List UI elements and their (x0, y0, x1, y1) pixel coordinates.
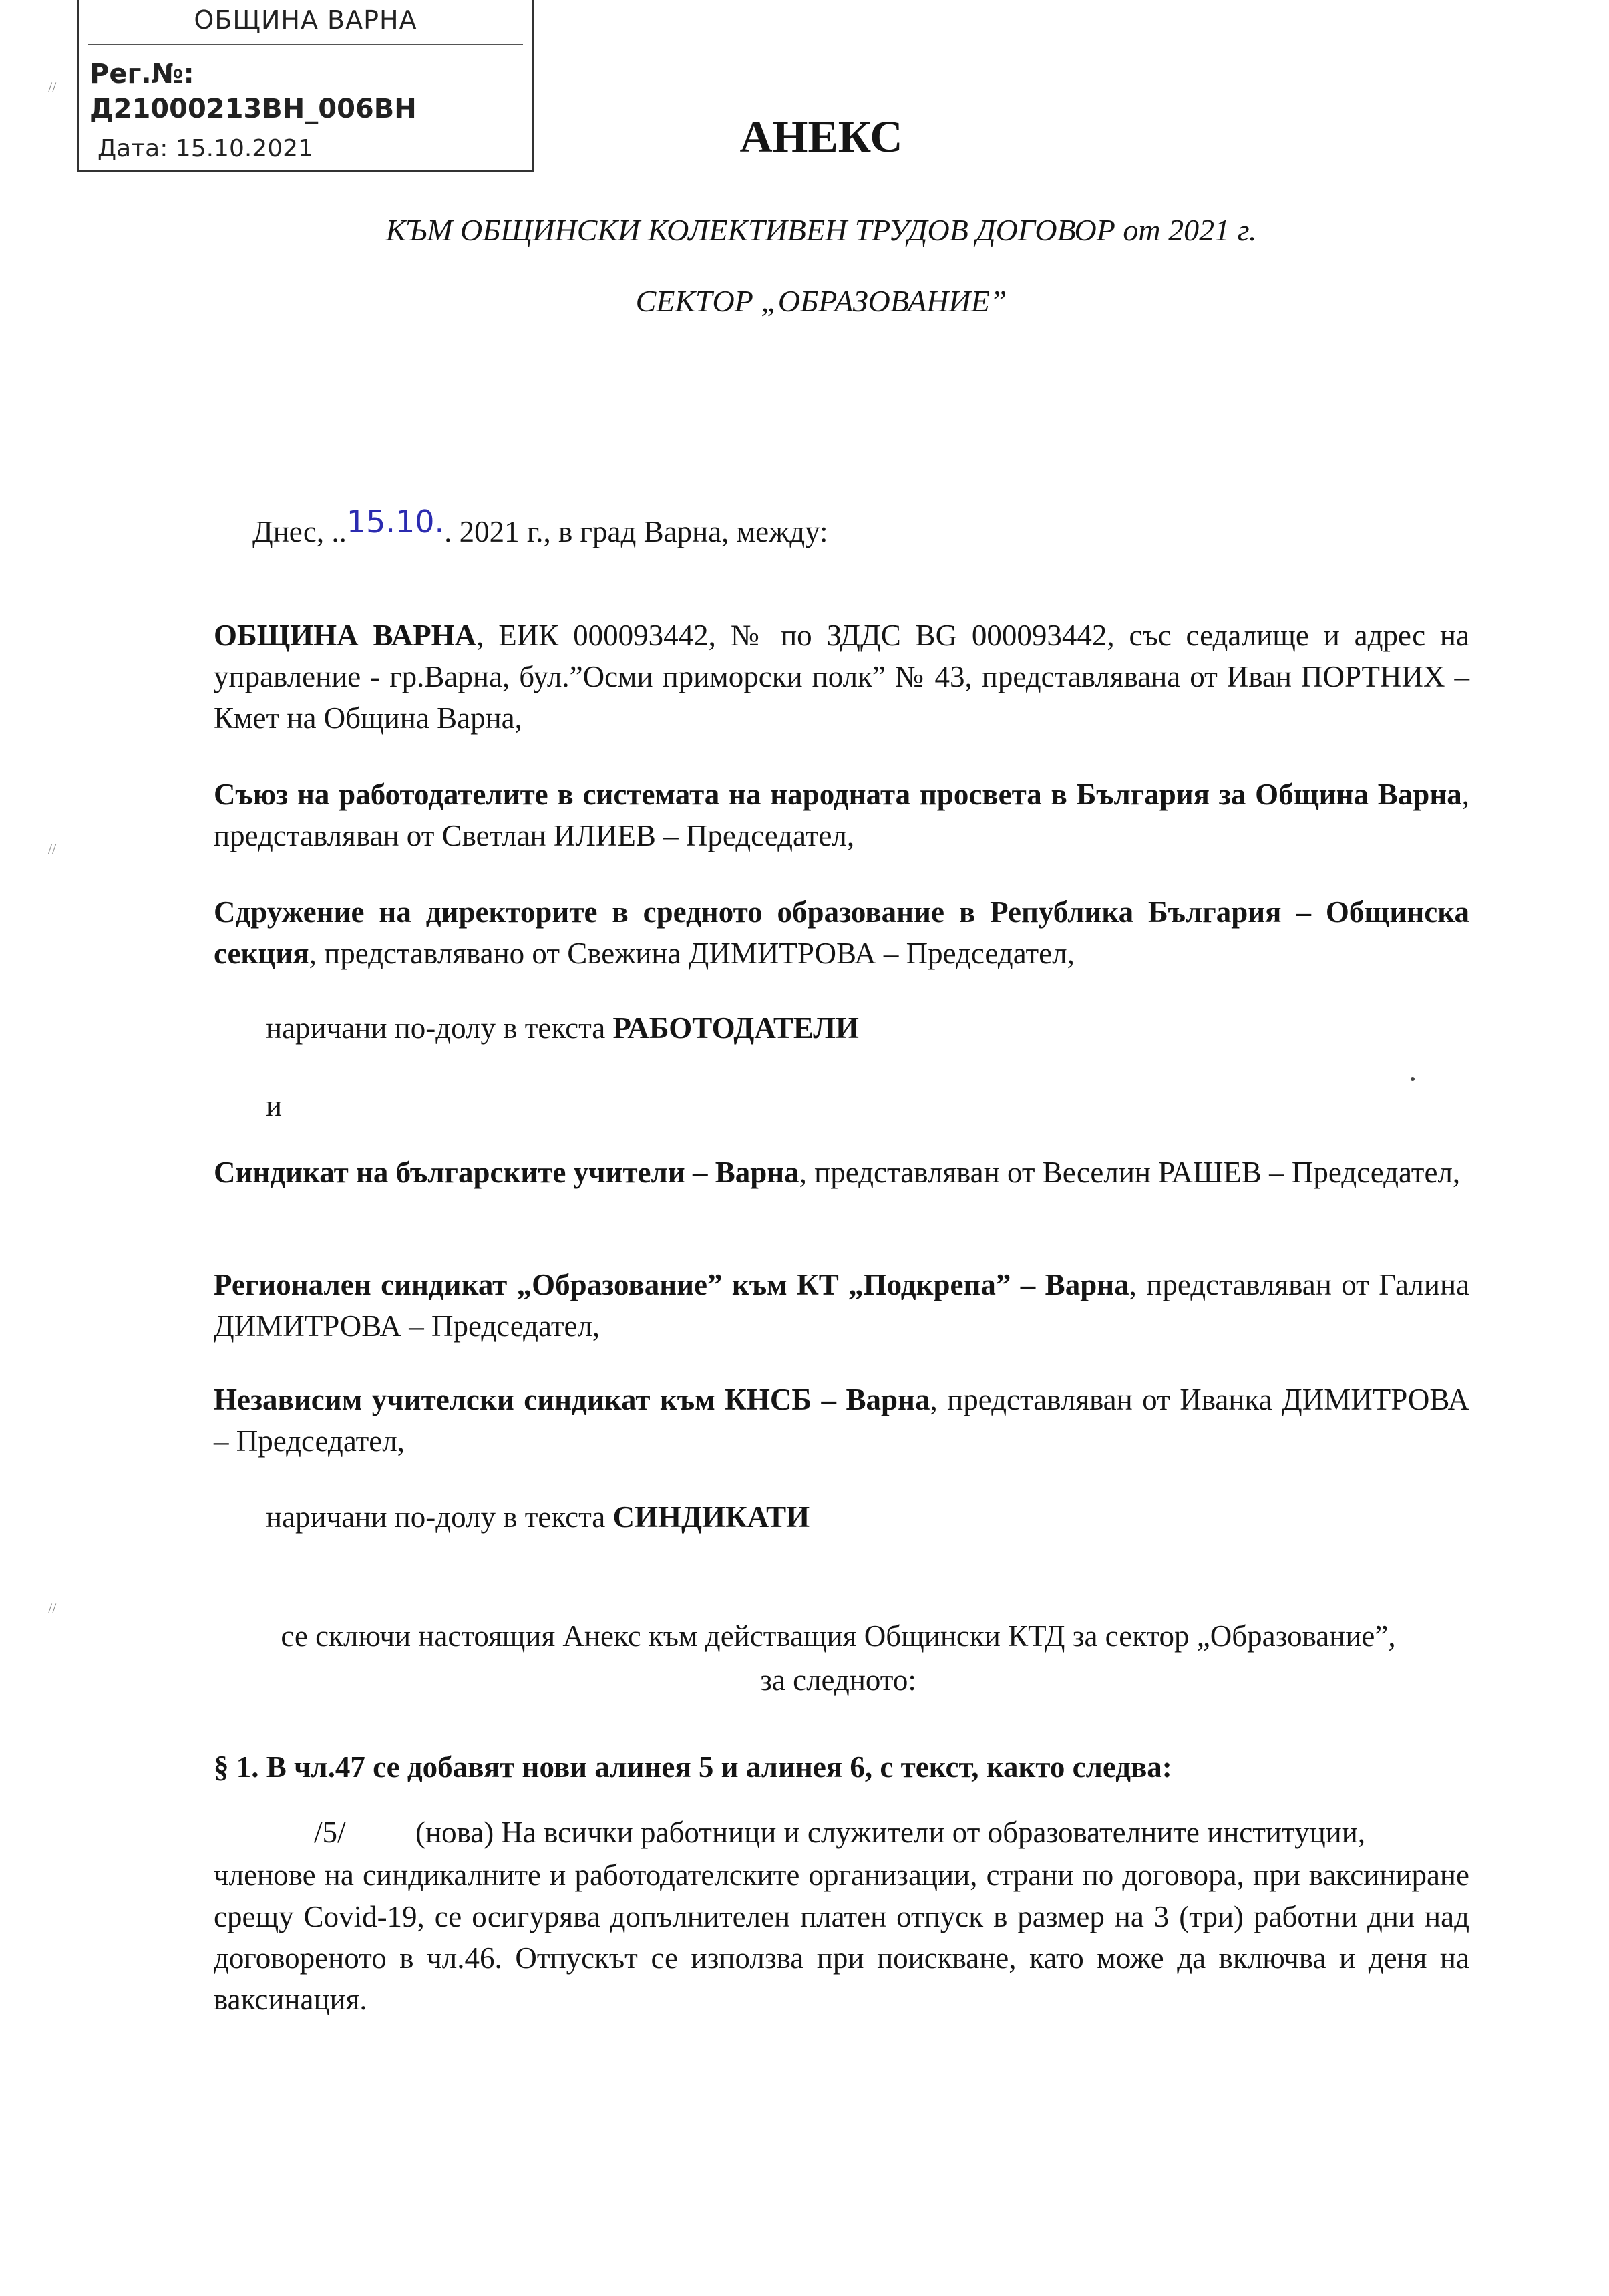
scan-mark: // (48, 79, 57, 96)
concluded-line: се сключи настоящия Анекс към действащия Общински КТД за сектор „Образование”, (281, 1619, 1396, 1653)
handwritten-date: 15.10. (346, 504, 445, 540)
intro-line (252, 504, 828, 552)
sector-subtitle: СЕКТОР „ОБРАЗОВАНИЕ” (635, 284, 1007, 318)
party-name: Сдружение на директорите в средното образование в Република България – Общинска секция (214, 895, 1469, 970)
employers-term: РАБОТОДАТЕЛИ (612, 1011, 859, 1045)
union-name: Регионален синдикат „Образование” към КТ „Подкрепа” – Варна (214, 1268, 1129, 1301)
document-subtitle: КЪМ ОБЩИНСКИ КОЛЕКТИВЕН ТРУДОВ ДОГОВОР от 2021 г. (385, 213, 1257, 247)
stamp-date: Дата: 15.10.2021 (98, 135, 313, 162)
intro-prefix: Днес, .. (252, 515, 347, 548)
concluded-line-2: за следното: (760, 1663, 916, 1697)
paragraph-5-body: членове на синдикалните и работодателските организации, страни по договора, при ваксиниране срещу Covid-19, се осигурява допълнителен платен отпуск в размер на 3 (три) работни дни над договореното в чл.46. Отпускът се използва при поискване, като може да включва и деня на ваксинация. (214, 1858, 1469, 2016)
union-name: Синдикат на българските учители – Варна (214, 1156, 799, 1189)
party-details: , ЕИК 000093442, № по ЗДДС BG 000093442, със седалище и адрес на управление - гр.Варна, бул.”Осми приморски полк” № 43, представлявана от Иван ПОРТНИХ – Кмет на Община Варна, (214, 619, 1469, 735)
scan-mark: // (48, 840, 57, 857)
party-employers-union (214, 774, 1469, 856)
scan-dot (1411, 1077, 1415, 1081)
and-word: и (266, 1089, 283, 1122)
union-details: , представляван от Веселин РАШЕВ – Председател, (799, 1156, 1461, 1189)
stamp-reg-number: Д21000213ВН_006ВН (90, 94, 417, 124)
union-teachers (214, 1152, 1469, 1193)
unions-label: наричани по-долу в текста СИНДИКАТИ (266, 1500, 810, 1534)
section-1-heading: § 1. В чл.47 се добавят нови алинея 5 и алинея 6, с текст, както следва: (214, 1750, 1172, 1784)
paragraph-5-number: /5/ (314, 1816, 346, 1849)
employers-label: наричани по-долу в текста РАБОТОДАТЕЛИ (266, 1011, 859, 1045)
stamp-divider (88, 44, 523, 45)
union-name: Независим учителски синдикат към КНСБ – Варна (214, 1383, 930, 1416)
union-details: , представляван от Галина ДИМИТРОВА – Председател, (214, 1268, 1469, 1343)
intro-suffix: . 2021 г., в град Варна, между: (444, 515, 828, 548)
scan-mark: // (48, 1600, 57, 1617)
union-details: , представляван от Иванка ДИМИТРОВА – Председател, (214, 1383, 1469, 1458)
unions-term: СИНДИКАТИ (612, 1500, 810, 1534)
document-title: АНЕКС (739, 111, 903, 162)
union-podkrepa (214, 1264, 1469, 1347)
party-name: ОБЩИНА ВАРНА (214, 619, 477, 652)
stamp-reg-label: Рег.№: (90, 59, 194, 90)
party-details: , представляван от Светлан ИЛИЕВ – Председател, (214, 778, 1469, 852)
party-municipality (214, 615, 1469, 739)
stamp-office: ОБЩИНА ВАРНА (194, 5, 417, 35)
party-name: Съюз на работодателите в системата на народната просвета в България за Община Варна (214, 778, 1462, 811)
paragraph-5-first-line: (нова) На всички работници и служители от образователните институции, (415, 1816, 1366, 1849)
union-knsb (214, 1379, 1469, 1462)
party-details: , представлявано от Свежина ДИМИТРОВА – Председател, (309, 937, 1075, 970)
party-directors-association (214, 891, 1469, 974)
